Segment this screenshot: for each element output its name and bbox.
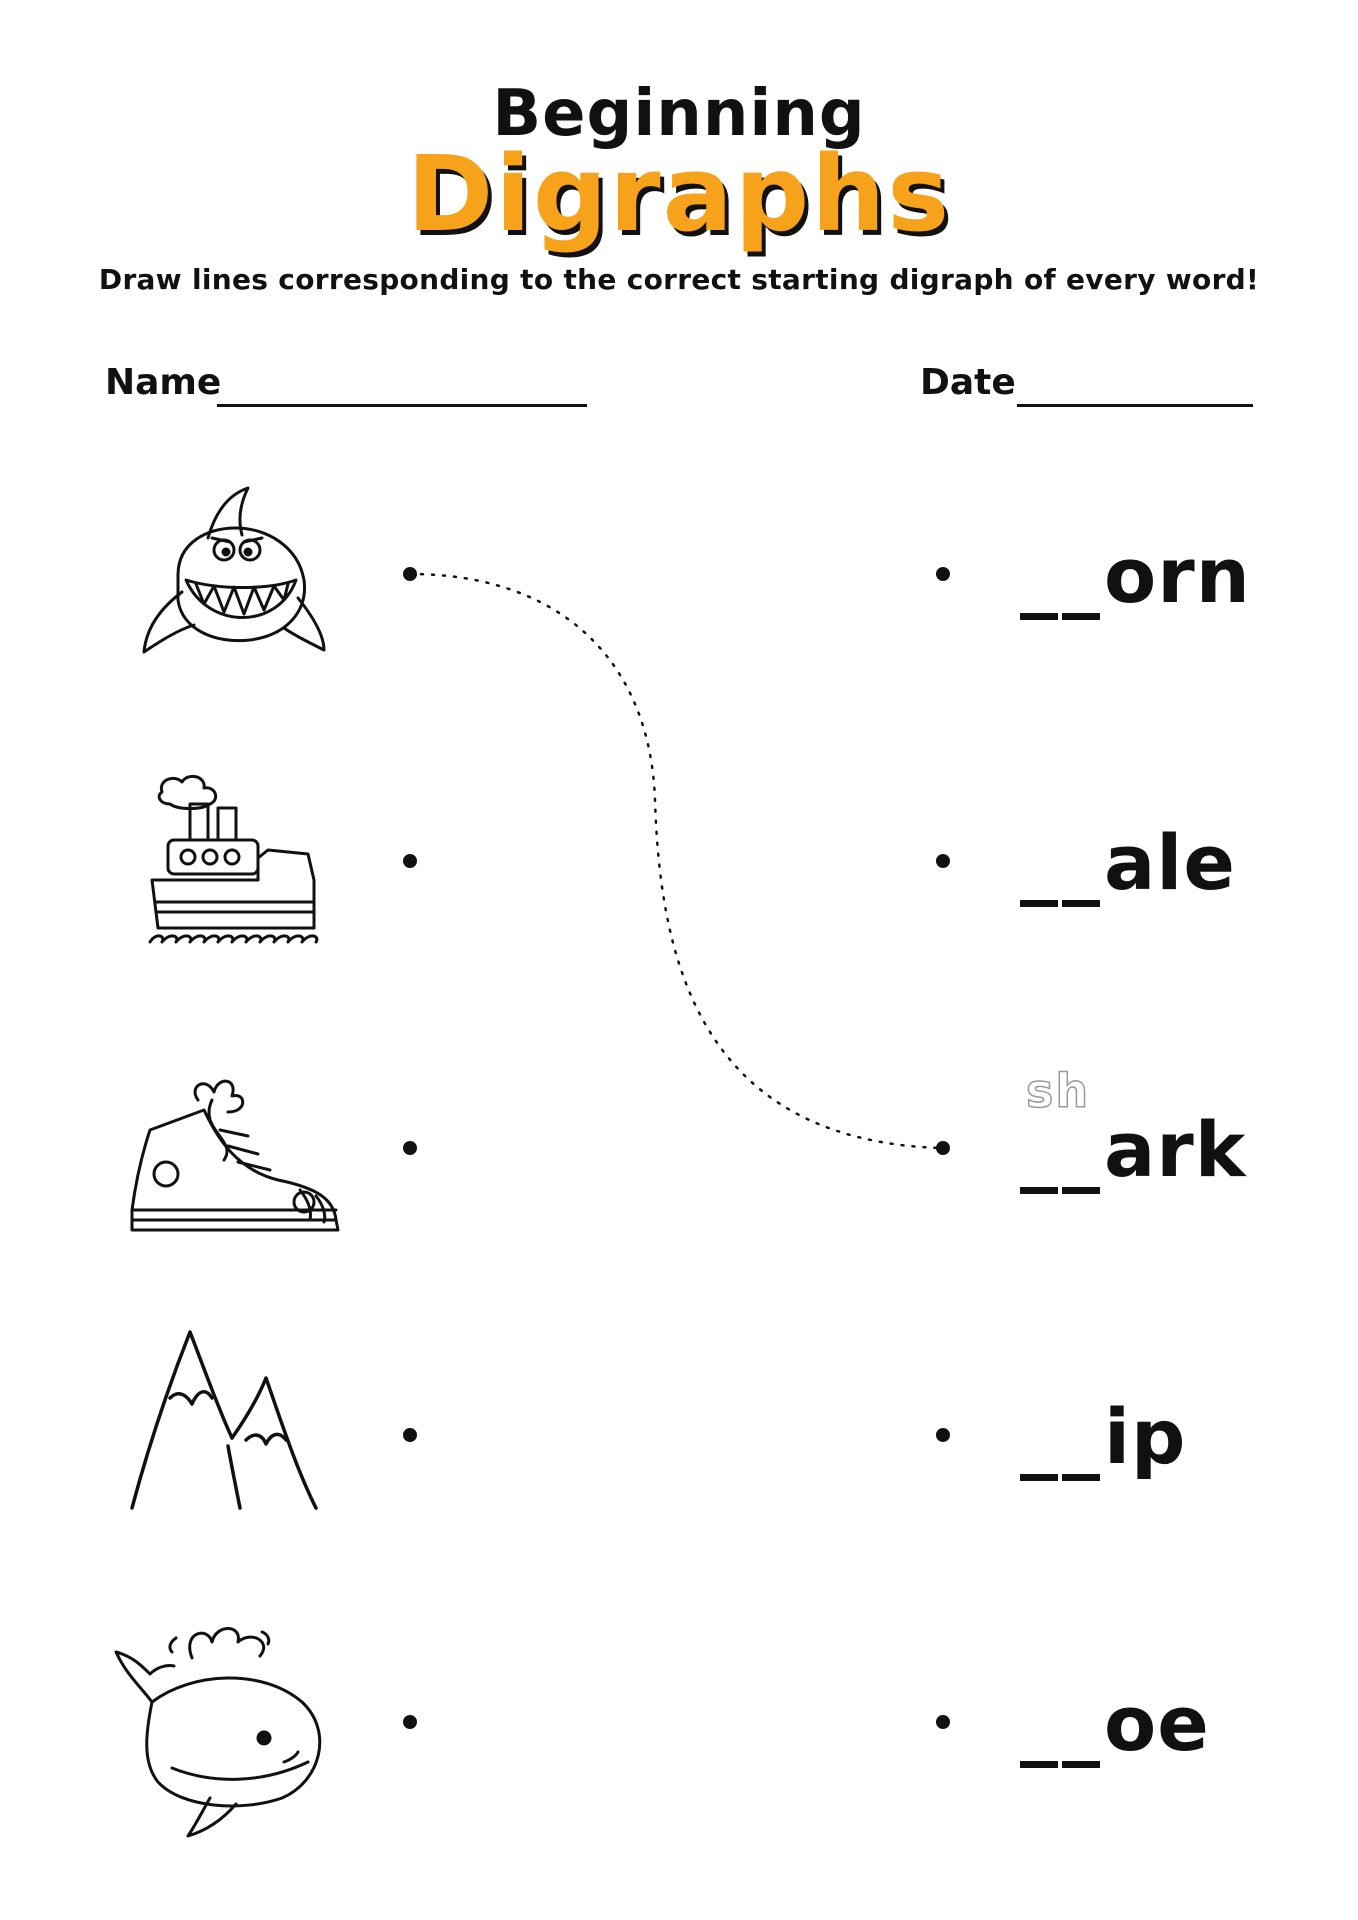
shark-icon [138,480,328,680]
word-ending: ip [1104,1392,1187,1481]
right-dot-5[interactable] [936,1715,950,1729]
word-ending: oe [1104,1679,1210,1768]
right-dot-3[interactable] [936,1141,950,1155]
shoe-icon [128,1070,340,1270]
word-ending: orn [1104,531,1251,620]
word-blank: __ [1020,1679,1104,1768]
word-blank: __ [1020,531,1104,620]
left-dot-1[interactable] [403,567,417,581]
left-dot-5[interactable] [403,1715,417,1729]
word-ark [1020,1064,1247,1194]
word-oe [1020,1679,1210,1768]
word-blank: __ [1020,818,1104,907]
left-dot-3[interactable] [403,1141,417,1155]
traced-blank [1020,1064,1104,1194]
mountain-icon [128,1328,328,1518]
left-dot-4[interactable] [403,1428,417,1442]
left-dot-2[interactable] [403,854,417,868]
title-digraphs: Digraphs [406,133,952,255]
word-ending: ark [1104,1105,1247,1194]
right-dot-1[interactable] [936,567,950,581]
instruction-text: Draw lines corresponding to the correct starting digraph of every word! [98,263,1260,296]
title-beginning: Beginning [492,77,866,151]
traced-hint: sh [1026,1064,1091,1118]
right-dot-2[interactable] [936,854,950,868]
word-ip [1020,1392,1187,1481]
word-ending: ale [1104,818,1236,907]
word-orn [1020,531,1251,620]
word-blank: __ [1020,1105,1104,1194]
word-ale [1020,818,1236,907]
date-label: Date [920,362,1016,403]
date-field[interactable] [1017,404,1253,407]
right-dot-4[interactable] [936,1428,950,1442]
word-blank: __ [1020,1392,1104,1481]
name-label: Name [105,362,222,403]
whale-icon [112,1612,332,1842]
name-field[interactable] [217,404,587,407]
ship-icon [148,770,338,970]
